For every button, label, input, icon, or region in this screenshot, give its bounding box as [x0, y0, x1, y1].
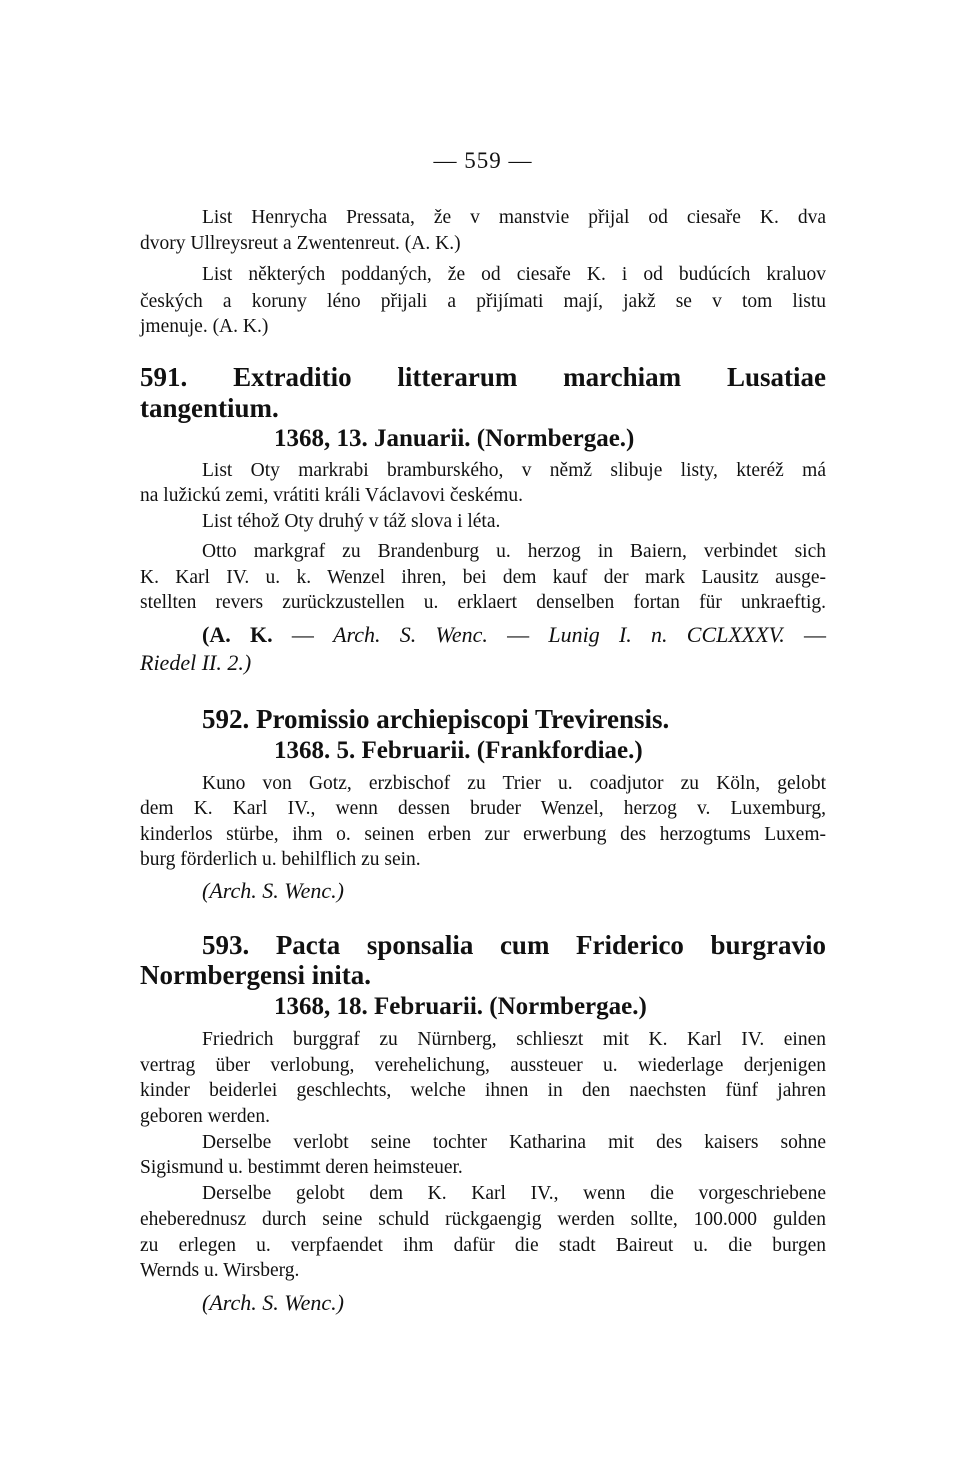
text-line: List Henrycha Pressata, že v manstvie přijal od ciesaře K. dva — [202, 207, 826, 228]
entry-591-source: (A. K. — Arch. S. Wenc. — Lunig I. n. CCLXXXV. — — [202, 622, 827, 647]
entry-number: 593. — [202, 930, 250, 960]
entry-593-title: 593. Pacta sponsalia cum Friderico burgravio — [202, 930, 826, 960]
text-line: vertrag über verlobung, verehelichung, aussteuer u. wiederlage derjenigen — [140, 1055, 826, 1076]
text-line: dvory Ullreysreut a Zwentenreut. (A. K.) — [140, 233, 461, 254]
text-line: eheberednusz durch seine schuld rückgaengig werden sollte, 100.000 gulden — [140, 1209, 826, 1230]
text-line: jmenuje. (A. K.) — [140, 316, 269, 337]
entry-592-source: (Arch. S. Wenc.) — [202, 878, 344, 903]
text-line: K. Karl IV. u. k. Wenzel ihren, bei dem kauf der mark Lausitz ausge- — [140, 567, 826, 588]
text-line: na lužickú zemi, vrátiti králi Václavovi českému. — [140, 485, 524, 506]
entry-592-date: 1368. 5. Februarii. (Frankfordiae.) — [274, 737, 643, 764]
entry-593-source: (Arch. S. Wenc.) — [202, 1290, 344, 1315]
text-line: List některých poddaných, že od ciesaře K. i od budúcích kraluov — [202, 264, 826, 285]
entry-593-title-cont: Normbergensi inita. — [140, 960, 371, 990]
text-line: Wernds u. Wirsberg. — [140, 1260, 300, 1281]
entry-591-title-cont: tangentium. — [140, 393, 279, 423]
text-line: Derselbe gelobt dem K. Karl IV., wenn die vorgeschriebene — [202, 1183, 826, 1204]
text-line: kinderlos stürbe, ihm o. seinen erben zur erwerbung des herzogtums Luxem- — [140, 824, 826, 845]
entry-591-source-cont: Riedel II. 2.) — [140, 650, 252, 675]
text-line: List téhož Oty druhý v táž slova i léta. — [202, 511, 501, 532]
text-line: Sigismund u. bestimmt deren heimsteuer. — [140, 1157, 463, 1178]
text-line: českých a koruny léno přijali a přijímati mají, jakž se v tom listu — [140, 291, 826, 312]
text-line: stellten revers zurückzustellen u. erklaert denselben fortan für unkraeftig. — [140, 592, 826, 613]
entry-591-date: 1368, 13. Januarii. (Normbergae.) — [274, 425, 635, 452]
text-line: Otto markgraf zu Brandenburg u. herzog in Baiern, verbindet sich — [202, 541, 826, 562]
text-line: geboren werden. — [140, 1106, 270, 1127]
text-line: kinder beiderlei geschlechts, welche ihnen in den naechsten fünf jahren — [140, 1080, 826, 1101]
entry-592-title: 592. Promissio archiepiscopi Trevirensis. — [202, 704, 670, 734]
text-line: Friedrich burggraf zu Nürnberg, schlieszt mit K. Karl IV. einen — [202, 1029, 826, 1050]
entry-number: 592. — [202, 704, 250, 734]
text-line: List Oty markrabi bramburského, v němž slibuje listy, kteréž má — [202, 460, 826, 481]
entry-number: 591. — [140, 362, 188, 392]
text-line: Derselbe verlobt seine tochter Katharina mit des kaisers sohne — [202, 1132, 826, 1153]
text-line: Kuno von Gotz, erzbischof zu Trier u. coadjutor zu Köln, gelobt — [202, 773, 826, 794]
text-line: dem K. Karl IV., wenn dessen bruder Wenzel, herzog v. Luxemburg, — [140, 798, 826, 819]
page-number: — 559 — — [433, 148, 533, 173]
entry-591-title: 591. Extraditio litterarum marchiam Lusatiae — [140, 362, 826, 392]
text-line: burg förderlich u. behilflich zu sein. — [140, 849, 421, 870]
entry-593-date: 1368, 18. Februarii. (Normbergae.) — [274, 993, 647, 1020]
text-line: zu erlegen u. verpfaendet ihm dafür die stadt Baireut u. die burgen — [140, 1235, 826, 1256]
